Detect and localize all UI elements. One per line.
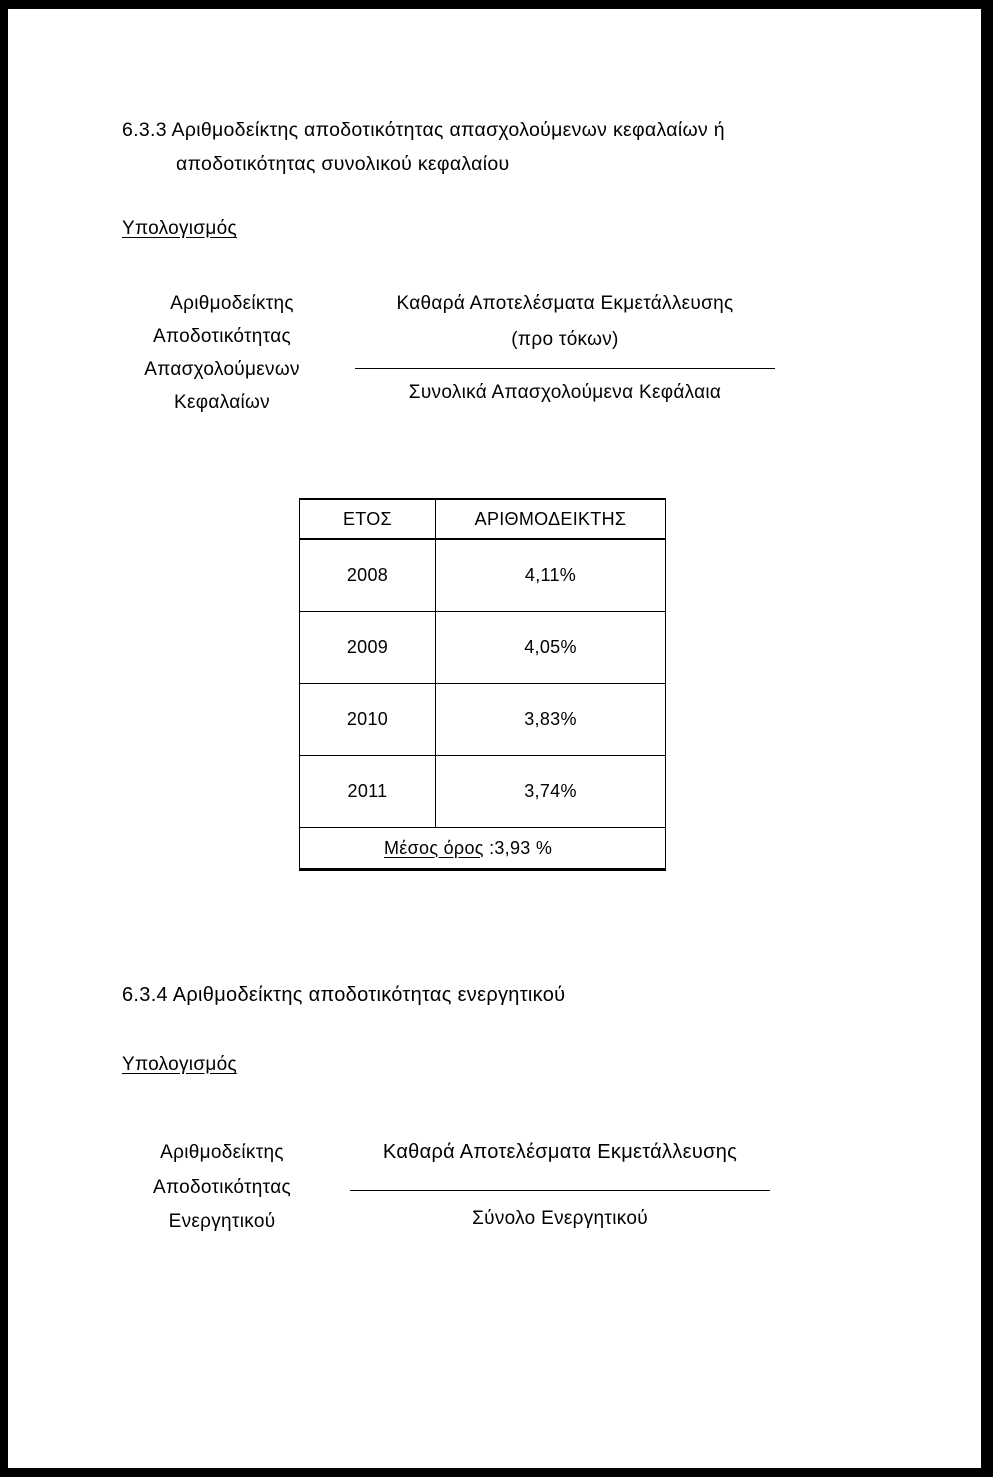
formula-numerator-note: (προ τόκων) bbox=[511, 329, 619, 350]
average-row bbox=[300, 828, 666, 870]
cell-year: 2010 bbox=[300, 684, 436, 756]
formula-left-line4: Κεφαλαίων bbox=[174, 392, 270, 413]
calculation-label-2: Υπολογισμός bbox=[122, 1054, 237, 1075]
cell-year: 2008 bbox=[300, 539, 436, 612]
column-header-index: ΑΡΙΘΜΟΔΕΙΚΤΗΣ bbox=[436, 499, 666, 539]
table-row bbox=[300, 539, 666, 612]
table-row bbox=[300, 684, 666, 756]
scan-border-bottom bbox=[0, 1468, 993, 1477]
fraction-line bbox=[355, 368, 775, 369]
formula-left-line1: Αριθμοδείκτης bbox=[170, 293, 294, 314]
formula2-left-line1: Αριθμοδείκτης bbox=[160, 1142, 284, 1163]
formula2-numerator: Καθαρά Αποτελέσματα Εκμετάλλευσης bbox=[382, 1141, 738, 1163]
average-cell bbox=[300, 828, 666, 870]
column-header-year: ΕΤΟΣ bbox=[300, 499, 436, 539]
formula-numerator: Καθαρά Αποτελέσματα Εκμετάλλευσης bbox=[396, 293, 734, 314]
formula-denominator: Συνολικά Απασχολούμενα Κεφάλαια bbox=[408, 382, 722, 403]
table-row bbox=[300, 612, 666, 684]
cell-index: 3,83% bbox=[436, 684, 666, 756]
section-6-3-3-heading-line1: 6.3.3 Αριθμοδείκτης αποδοτικότητας απασχολούμενων κεφαλαίων ή bbox=[122, 119, 725, 141]
scan-border-left bbox=[0, 0, 8, 1477]
formula2-denominator: Σύνολο Ενεργητικού bbox=[472, 1208, 648, 1229]
table-row bbox=[300, 756, 666, 828]
cell-year: 2011 bbox=[300, 756, 436, 828]
formula-left-line2: Αποδοτικότητας bbox=[153, 326, 291, 347]
formula2-left-line2: Αποδοτικότητας bbox=[153, 1177, 291, 1198]
cell-index: 4,05% bbox=[436, 612, 666, 684]
scan-border-top bbox=[0, 0, 993, 9]
formula-left-line3: Απασχολούμενων bbox=[144, 359, 300, 380]
scan-border-right bbox=[981, 0, 993, 1477]
average-label: Μέσος όρος bbox=[384, 837, 484, 858]
fraction-line-2 bbox=[350, 1190, 770, 1191]
average-value: :3,93 % bbox=[489, 837, 553, 858]
cell-index: 4,11% bbox=[436, 539, 666, 612]
calculation-label: Υπολογισμός bbox=[122, 218, 237, 239]
section-6-3-4-heading: 6.3.4 Αριθμοδείκτης αποδοτικότητας ενεργητικού bbox=[122, 984, 566, 1006]
table-header-row bbox=[300, 499, 666, 539]
index-table bbox=[299, 498, 666, 871]
cell-year: 2009 bbox=[300, 612, 436, 684]
section-6-3-3-heading-line2: αποδοτικότητας συνολικού κεφαλαίου bbox=[176, 153, 510, 175]
formula2-left-line3: Ενεργητικού bbox=[168, 1211, 276, 1232]
cell-index: 3,74% bbox=[436, 756, 666, 828]
